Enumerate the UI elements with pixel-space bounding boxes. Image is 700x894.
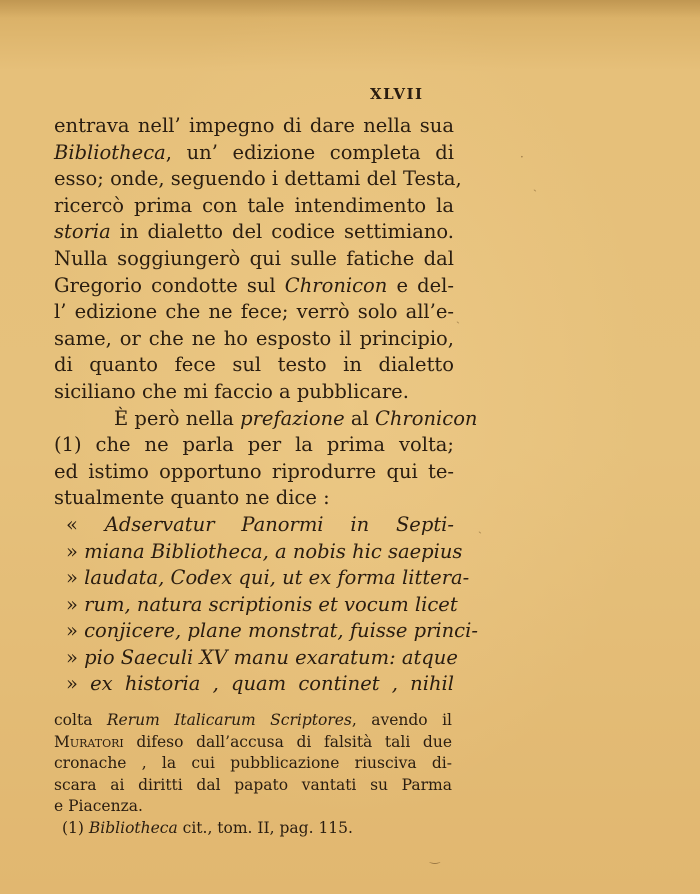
footnote-line xyxy=(54,753,452,775)
text-run: e Piacenza. xyxy=(54,797,143,815)
text-line xyxy=(54,565,470,592)
text-run: cit., tom. II, pag. 115. xyxy=(177,819,353,837)
text-run: stualmente quanto ne dice : xyxy=(54,486,330,510)
text-line xyxy=(54,113,454,140)
italic-text: Chronicon xyxy=(284,273,388,297)
text-run: scara ai diritti dal papato vantati su Parma xyxy=(54,775,452,794)
paper-speck: · xyxy=(520,150,524,164)
text-run: Muratori xyxy=(54,732,124,751)
italic-text: conjicere, plane monstrat, fuisse princi- xyxy=(84,619,478,643)
italic-text: Rerum Italicarum Scriptores xyxy=(106,711,352,729)
text-line xyxy=(54,592,458,619)
text-run: l’ edizione che ne fece; verrò solo all’e- xyxy=(54,300,454,324)
text-run: » xyxy=(66,672,91,696)
italic-text: rum, natura scriptionis et vocum licet xyxy=(84,592,458,616)
text-run: , un’ edizione completa di xyxy=(165,140,454,164)
italic-text: prefazione xyxy=(240,406,345,430)
text-line xyxy=(54,326,454,353)
text-line xyxy=(54,459,454,486)
footnote-line xyxy=(54,732,452,754)
text-line xyxy=(54,299,454,326)
italic-text: Adservatur Panormi in Septi- xyxy=(104,512,454,536)
text-run: » xyxy=(66,539,85,563)
footnote-line xyxy=(54,710,452,732)
text-line xyxy=(54,379,454,406)
paper-speck: ˏ xyxy=(533,178,537,192)
page-number: XLVII xyxy=(370,85,424,103)
italic-text: Bibliotheca xyxy=(54,140,166,164)
italic-text: storia xyxy=(54,220,111,244)
text-line xyxy=(54,193,454,220)
text-run: entrava nell’ impegno di dare nella sua xyxy=(54,114,454,137)
main-text xyxy=(54,113,478,698)
text-line xyxy=(54,512,454,539)
text-line xyxy=(54,645,458,672)
italic-text: Chronicon xyxy=(374,406,478,430)
text-run: e del- xyxy=(387,273,454,297)
text-run: Nulla soggiungerò qui sulle fatiche dal xyxy=(54,246,454,270)
text-run: (1) xyxy=(62,819,89,837)
text-line xyxy=(54,432,454,459)
text-line xyxy=(54,352,454,379)
footnote-line xyxy=(54,775,452,797)
text-run: » xyxy=(66,619,85,643)
italic-text: pio Saeculi XV manu exaratum: atque xyxy=(84,645,458,669)
text-run: È però nella xyxy=(114,406,241,430)
text-run: » xyxy=(66,566,85,590)
footnote-1 xyxy=(54,819,353,837)
text-line xyxy=(54,273,454,300)
text-line xyxy=(54,539,463,566)
text-line xyxy=(54,671,454,698)
text-line xyxy=(54,485,454,512)
text-run: esso; onde, seguendo i dettami del Testa, xyxy=(54,167,462,191)
paper-speck: ˏ xyxy=(478,520,482,534)
text-run: cronache , la cui pubblicazione riusciva di- xyxy=(54,754,452,772)
text-run: » xyxy=(66,592,85,616)
italic-text: miana Bibliotheca, a nobis hic saepius xyxy=(84,539,463,563)
italic-text: ex historia , quam continet , nihil xyxy=(90,672,454,696)
text-run: (1) che ne parla per la prima volta; xyxy=(54,433,454,457)
text-run: colta xyxy=(54,711,107,729)
text-run: ricercò prima con tale intendimento la xyxy=(54,193,454,217)
text-run: ed istimo opportuno riprodurre qui te- xyxy=(54,459,454,483)
text-run: di quanto fece sul testo in dialetto xyxy=(54,353,454,377)
text-line xyxy=(54,166,462,193)
text-run: Gregorio condotte sul xyxy=(54,273,285,297)
italic-text: laudata, Codex qui, ut ex forma littera- xyxy=(84,566,470,590)
text-line xyxy=(54,618,478,645)
text-run: difeso dall’accusa di falsità tali due xyxy=(123,732,452,751)
footnote-line xyxy=(54,796,452,818)
text-line xyxy=(54,140,454,167)
paper-speck: ˎ xyxy=(456,310,460,324)
text-run: in dialetto del codice settimiano. xyxy=(110,220,454,244)
text-run: » xyxy=(66,645,85,669)
text-line xyxy=(54,406,478,433)
footnote-continuation xyxy=(54,710,452,818)
paper-speck: ‿ xyxy=(430,850,440,864)
text-run: siciliano che mi faccio a pubblicare. xyxy=(54,379,409,403)
text-run: , avendo il xyxy=(351,711,452,729)
italic-text: Bibliotheca xyxy=(88,819,178,837)
text-line xyxy=(54,246,454,273)
text-run: « xyxy=(66,512,105,536)
text-run: al xyxy=(344,406,375,430)
text-line xyxy=(54,219,454,246)
text-run: same, or che ne ho esposto il principio, xyxy=(54,326,454,350)
